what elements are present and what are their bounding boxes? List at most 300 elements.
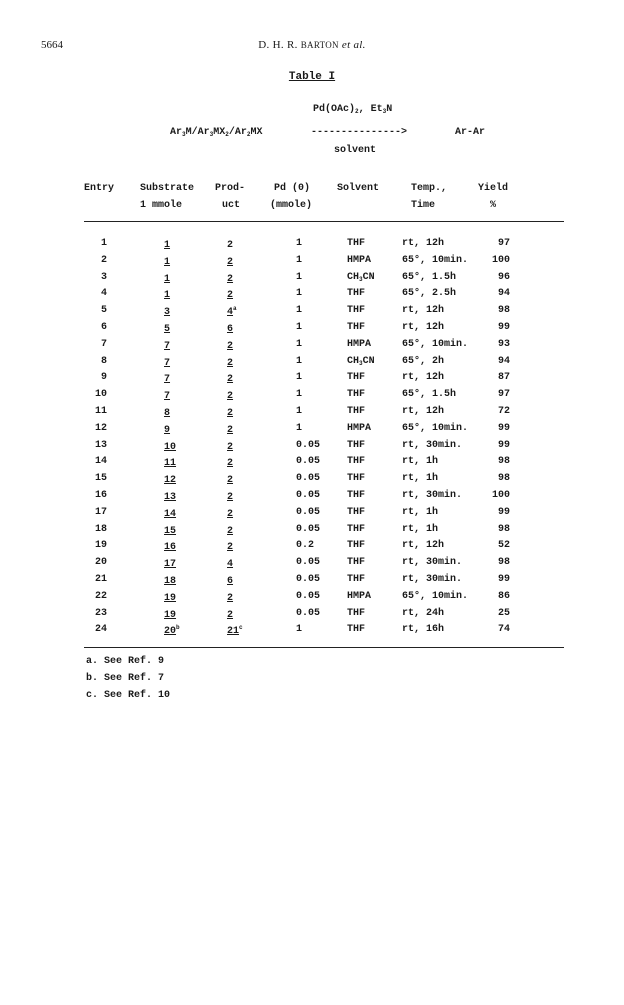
cell-yield: 94 — [497, 288, 510, 300]
cell-pd: 0.05 — [296, 439, 321, 451]
cell-entry: 12 — [94, 422, 107, 434]
table-row — [0, 339, 624, 355]
solvent-main: THF — [347, 389, 366, 401]
cell-entry: 11 — [94, 406, 107, 417]
cell-temp-time: 65°, 10min. — [402, 590, 469, 602]
cell-entry: 24 — [94, 624, 107, 636]
cell-substrate — [164, 473, 176, 486]
cell-product — [227, 624, 243, 637]
cell-temp-time: rt, 12h — [402, 372, 445, 384]
cell-temp-time: 65°, 1.5h — [402, 271, 457, 283]
header-temp: Temp., — [411, 183, 448, 194]
reactant-b: M/Ar — [185, 127, 210, 138]
cell-temp-time: rt, 12h — [402, 305, 445, 317]
solvent-sub: 3 — [359, 359, 363, 367]
product-number: 2 — [227, 441, 234, 453]
cell-temp-time: rt, 12h — [402, 238, 445, 249]
cell-entry: 14 — [94, 456, 107, 468]
substrate-number: 1 — [164, 273, 171, 285]
solvent-main: THF — [347, 288, 366, 300]
cell-product — [227, 524, 233, 537]
substrate-number: 1 — [164, 290, 171, 302]
cell-product — [227, 238, 233, 251]
cell-entry: 10 — [94, 389, 107, 401]
cell-entry: 21 — [94, 574, 107, 585]
table-row — [0, 456, 624, 472]
cell-substrate — [164, 272, 170, 285]
cell-entry: 2 — [100, 254, 107, 266]
cell-temp-time: rt, 30min. — [402, 557, 463, 569]
cell-pd: 0.05 — [296, 607, 321, 619]
table-row — [0, 406, 624, 422]
table-row — [0, 288, 624, 304]
reactant-d-sub: 2 — [246, 131, 251, 138]
header-substrate: Substrate — [140, 183, 195, 194]
cell-yield: 93 — [497, 338, 510, 350]
cell-entry: 16 — [94, 490, 107, 501]
header-rule — [84, 221, 564, 222]
product-number: 2 — [227, 592, 234, 604]
table-row — [0, 440, 624, 456]
cell-pd: 1 — [296, 254, 303, 266]
reaction-reagents — [313, 104, 392, 115]
substrate-number: 7 — [164, 391, 171, 403]
cell-solvent — [347, 473, 365, 484]
cell-yield: 52 — [497, 540, 510, 552]
product-number: 2 — [227, 458, 234, 470]
cell-substrate — [164, 624, 180, 637]
cell-solvent — [347, 591, 371, 602]
cell-pd: 1 — [296, 422, 303, 434]
solvent-main: THF — [347, 372, 366, 384]
cell-temp-time: 65°, 10min. — [402, 338, 469, 350]
cell-solvent — [347, 440, 365, 451]
cell-solvent — [347, 624, 365, 635]
cell-pd: 1 — [296, 389, 303, 401]
substrate-number: 1 — [164, 256, 171, 268]
cell-substrate — [164, 356, 170, 369]
cell-pd: 0.05 — [296, 506, 321, 518]
substrate-number: 3 — [164, 307, 171, 319]
solvent-main: THF — [347, 540, 366, 552]
cell-solvent — [347, 305, 365, 316]
cell-pd: 1 — [296, 338, 303, 350]
header-product-2: uct — [222, 200, 241, 211]
cell-temp-time: rt, 12h — [402, 322, 445, 333]
cell-product — [227, 440, 233, 453]
header-time: Time — [411, 200, 436, 211]
product-number: 2 — [227, 340, 234, 352]
cell-entry: 5 — [100, 305, 107, 317]
cell-pd: 1 — [296, 406, 303, 417]
cell-product — [227, 574, 233, 587]
cell-solvent — [347, 406, 365, 417]
substrate-number: 13 — [164, 492, 177, 503]
table-row — [0, 624, 624, 640]
cell-yield: 86 — [497, 590, 510, 602]
reaction-condition: solvent — [334, 145, 377, 156]
header-entry: Entry — [84, 183, 115, 194]
product-number: 2 — [227, 609, 234, 621]
substrate-number: 19 — [164, 609, 177, 621]
solvent-main: THF — [347, 574, 366, 585]
cell-yield: 97 — [497, 238, 510, 249]
cell-pd: 0.05 — [296, 523, 321, 535]
substrate-number: 18 — [164, 576, 177, 587]
table-row — [0, 423, 624, 439]
solvent-main: HMPA — [347, 422, 372, 434]
cell-entry: 13 — [94, 439, 107, 451]
cell-solvent — [347, 272, 375, 283]
reaction-reactants — [170, 127, 263, 138]
solvent-main: HMPA — [347, 590, 372, 602]
cell-product — [227, 490, 233, 503]
product-number: 2 — [227, 475, 234, 487]
cell-entry: 22 — [94, 590, 107, 602]
solvent-main: THF — [347, 607, 366, 619]
cell-yield: 74 — [497, 624, 510, 636]
cell-substrate — [164, 406, 170, 419]
cell-yield: 99 — [497, 422, 510, 434]
cell-substrate — [164, 456, 176, 469]
cell-temp-time: 65°, 1.5h — [402, 389, 457, 401]
solvent-main: THF — [347, 490, 366, 501]
cell-temp-time: 65°, 2h — [402, 355, 445, 367]
substrate-number: 20 — [164, 626, 177, 638]
reactant-a: Ar — [170, 127, 183, 138]
cell-product — [227, 272, 233, 285]
cell-product — [227, 557, 233, 570]
solvent-main: CH — [347, 271, 360, 283]
cell-entry: 15 — [94, 473, 107, 485]
cell-temp-time: rt, 30min. — [402, 490, 463, 501]
product-number: 21 — [227, 626, 240, 638]
cell-yield: 25 — [497, 607, 510, 619]
cell-yield: 98 — [497, 473, 510, 485]
cell-temp-time: rt, 1h — [402, 456, 439, 468]
cell-pd: 0.05 — [296, 490, 321, 501]
product-number: 6 — [227, 576, 234, 587]
substrate-number: 19 — [164, 592, 177, 604]
product-footnote: a — [233, 305, 237, 313]
cell-pd: 0.05 — [296, 574, 321, 585]
product-number: 2 — [227, 374, 234, 386]
substrate-number: 1 — [164, 240, 171, 251]
cell-temp-time: rt, 16h — [402, 624, 445, 636]
cell-entry: 7 — [100, 338, 107, 350]
cell-substrate — [164, 540, 176, 553]
solvent-sub: 3 — [359, 275, 363, 283]
product-number: 4 — [227, 559, 234, 571]
header-product: Prod- — [215, 183, 246, 194]
cell-yield: 99 — [497, 439, 510, 451]
cell-yield: 97 — [497, 389, 510, 401]
reagents-sub2: 3 — [382, 108, 387, 115]
cell-solvent — [347, 288, 365, 299]
cell-pd: 1 — [296, 372, 303, 384]
substrate-number: 7 — [164, 374, 171, 386]
header-solvent: Solvent — [337, 183, 380, 194]
cell-temp-time: rt, 30min. — [402, 574, 463, 585]
cell-yield: 98 — [497, 523, 510, 535]
product-footnote: c — [239, 624, 243, 632]
cell-product — [227, 356, 233, 369]
substrate-number: 17 — [164, 559, 177, 571]
cell-substrate — [164, 608, 176, 621]
cell-yield: 99 — [497, 506, 510, 518]
reaction-product: Ar-Ar — [455, 127, 486, 138]
substrate-number: 8 — [164, 408, 171, 419]
cell-solvent — [347, 524, 365, 535]
cell-temp-time: rt, 12h — [402, 406, 445, 417]
cell-yield: 94 — [497, 355, 510, 367]
cell-entry: 18 — [94, 523, 107, 535]
table-row — [0, 507, 624, 523]
product-number: 2 — [227, 240, 234, 251]
cell-substrate — [164, 339, 170, 352]
table-row — [0, 591, 624, 607]
cell-pd: 0.2 — [296, 540, 315, 552]
header-pd-unit: (mmole) — [270, 200, 313, 211]
product-number: 2 — [227, 391, 234, 403]
cell-solvent — [347, 372, 365, 383]
solvent-tail: CN — [362, 355, 375, 367]
product-number: 2 — [227, 492, 234, 503]
solvent-main: THF — [347, 557, 366, 569]
cell-pd: 1 — [296, 624, 303, 636]
cell-temp-time: rt, 1h — [402, 506, 439, 518]
substrate-footnote: b — [176, 624, 180, 632]
solvent-main: THF — [347, 523, 366, 535]
product-number: 2 — [227, 525, 234, 537]
cell-temp-time: rt, 24h — [402, 607, 445, 619]
cell-substrate — [164, 305, 170, 318]
cell-pd: 1 — [296, 271, 303, 283]
cell-solvent — [347, 574, 365, 585]
cell-solvent — [347, 423, 371, 434]
substrate-number: 16 — [164, 542, 177, 554]
cell-solvent — [347, 507, 365, 518]
table-row — [0, 574, 624, 590]
substrate-number: 7 — [164, 357, 171, 369]
table-row — [0, 389, 624, 405]
solvent-main: THF — [347, 439, 366, 451]
cell-solvent — [347, 490, 365, 501]
cell-product — [227, 406, 233, 419]
reactant-c: MX — [213, 127, 226, 138]
cell-substrate — [164, 238, 170, 251]
cell-product — [227, 608, 233, 621]
cell-yield: 100 — [491, 254, 510, 266]
cell-substrate — [164, 423, 170, 436]
cell-product — [227, 339, 233, 352]
cell-product — [227, 322, 233, 335]
cell-entry: 9 — [100, 372, 107, 384]
cell-entry: 4 — [100, 288, 107, 300]
solvent-tail: CN — [362, 271, 375, 283]
solvent-main: HMPA — [347, 338, 372, 350]
footnote: b. See Ref. 7 — [86, 673, 165, 684]
substrate-number: 11 — [164, 458, 177, 470]
table-row — [0, 305, 624, 321]
reactant-c-sub: 2 — [225, 131, 229, 138]
table-row — [0, 322, 624, 338]
cell-temp-time: 65°, 10min. — [402, 422, 469, 434]
substrate-number: 7 — [164, 340, 171, 352]
cell-yield: 100 — [491, 490, 510, 501]
cell-temp-time: rt, 1h — [402, 523, 439, 535]
cell-substrate — [164, 507, 176, 520]
cell-pd: 0.05 — [296, 557, 321, 569]
cell-product — [227, 591, 233, 604]
product-number: 2 — [227, 408, 234, 419]
cell-entry: 17 — [94, 506, 107, 518]
cell-solvent — [347, 389, 365, 400]
substrate-number: 10 — [164, 441, 177, 453]
cell-product — [227, 255, 233, 268]
header-yield-unit: % — [490, 200, 497, 211]
cell-yield: 99 — [497, 574, 510, 585]
cell-temp-time: 65°, 10min. — [402, 254, 469, 266]
substrate-number: 5 — [164, 324, 171, 335]
cell-yield: 96 — [497, 271, 510, 283]
cell-pd: 1 — [296, 288, 303, 300]
footnote: a. See Ref. 9 — [86, 656, 165, 667]
reagents-sub1: 2 — [355, 108, 359, 115]
cell-entry: 3 — [100, 271, 107, 283]
solvent-main: THF — [347, 624, 366, 636]
cell-solvent — [347, 339, 371, 350]
cell-entry: 19 — [94, 540, 107, 552]
table-row — [0, 356, 624, 372]
reagents-end: N — [386, 104, 393, 115]
header-substrate-unit: 1 mmole — [140, 200, 183, 211]
cell-product — [227, 473, 233, 486]
table-row — [0, 557, 624, 573]
cell-solvent — [347, 557, 365, 568]
solvent-main: THF — [347, 305, 366, 317]
table-row — [0, 372, 624, 388]
running-head — [0, 39, 624, 51]
cell-substrate — [164, 591, 176, 604]
reaction-arrow: ---------------> — [311, 127, 408, 138]
cell-product — [227, 507, 233, 520]
footer-rule — [84, 647, 564, 648]
cell-temp-time: rt, 12h — [402, 540, 445, 552]
product-number: 2 — [227, 357, 234, 369]
cell-yield: 87 — [497, 372, 510, 384]
cell-entry: 20 — [94, 557, 107, 569]
table-row — [0, 524, 624, 540]
cell-substrate — [164, 557, 176, 570]
cell-substrate — [164, 389, 170, 402]
reagents-top: Pd(OAc) — [313, 104, 356, 115]
reactant-b-sub: 3 — [209, 131, 214, 138]
cell-solvent — [347, 322, 365, 333]
cell-product — [227, 456, 233, 469]
cell-yield: 99 — [497, 322, 510, 333]
cell-pd: 1 — [296, 305, 303, 317]
cell-temp-time: 65°, 2.5h — [402, 288, 457, 300]
solvent-main: THF — [347, 506, 366, 518]
cell-substrate — [164, 372, 170, 385]
table-row — [0, 272, 624, 288]
cell-substrate — [164, 574, 176, 587]
cell-yield: 72 — [497, 406, 510, 417]
table-row — [0, 255, 624, 271]
cell-entry: 1 — [100, 238, 107, 249]
product-number: 2 — [227, 424, 234, 436]
table-row — [0, 540, 624, 556]
cell-product — [227, 288, 233, 301]
solvent-main: THF — [347, 322, 366, 333]
solvent-main: THF — [347, 406, 366, 417]
page-number: 5664 — [41, 39, 63, 51]
table-row — [0, 490, 624, 506]
product-number: 4 — [227, 307, 234, 319]
cell-substrate — [164, 440, 176, 453]
header-pd: Pd (0) — [274, 183, 311, 194]
cell-solvent — [347, 255, 371, 266]
cell-solvent — [347, 540, 365, 551]
cell-pd: 1 — [296, 322, 303, 333]
cell-yield: 98 — [497, 305, 510, 317]
header-yield: Yield — [478, 183, 509, 194]
table-title: Table I — [288, 71, 336, 83]
cell-substrate — [164, 524, 176, 537]
product-number: 2 — [227, 290, 234, 302]
product-number: 2 — [227, 273, 234, 285]
cell-product — [227, 372, 233, 385]
cell-pd: 0.05 — [296, 590, 321, 602]
solvent-main: HMPA — [347, 254, 372, 266]
cell-yield: 98 — [497, 456, 510, 468]
table-row — [0, 473, 624, 489]
cell-solvent — [347, 608, 365, 619]
product-number: 2 — [227, 542, 234, 554]
reagents-mid: , Et — [358, 104, 383, 115]
cell-substrate — [164, 322, 170, 335]
running-head-initials: D. H. R. — [258, 39, 298, 51]
substrate-number: 12 — [164, 475, 177, 487]
table-row — [0, 608, 624, 624]
cell-solvent — [347, 356, 375, 367]
cell-product — [227, 305, 237, 318]
reactant-a-sub: 3 — [182, 131, 186, 138]
cell-solvent — [347, 238, 365, 249]
cell-product — [227, 389, 233, 402]
cell-product — [227, 540, 233, 553]
footnote: c. See Ref. 10 — [86, 690, 171, 701]
cell-product — [227, 423, 233, 436]
running-head-surname: BARTON — [300, 40, 339, 50]
cell-entry: 8 — [100, 355, 107, 367]
cell-substrate — [164, 490, 176, 503]
solvent-main: CH — [347, 355, 360, 367]
cell-pd: 0.05 — [296, 473, 321, 485]
cell-substrate — [164, 255, 170, 268]
cell-temp-time: rt, 30min. — [402, 439, 463, 451]
product-number: 2 — [227, 256, 234, 268]
product-number: 2 — [227, 508, 234, 520]
cell-entry: 23 — [94, 607, 107, 619]
solvent-main: THF — [347, 238, 366, 249]
substrate-number: 15 — [164, 525, 177, 537]
cell-substrate — [164, 288, 170, 301]
substrate-number: 14 — [164, 508, 177, 520]
cell-pd: 1 — [296, 238, 303, 249]
reactant-e: MX — [250, 127, 263, 138]
